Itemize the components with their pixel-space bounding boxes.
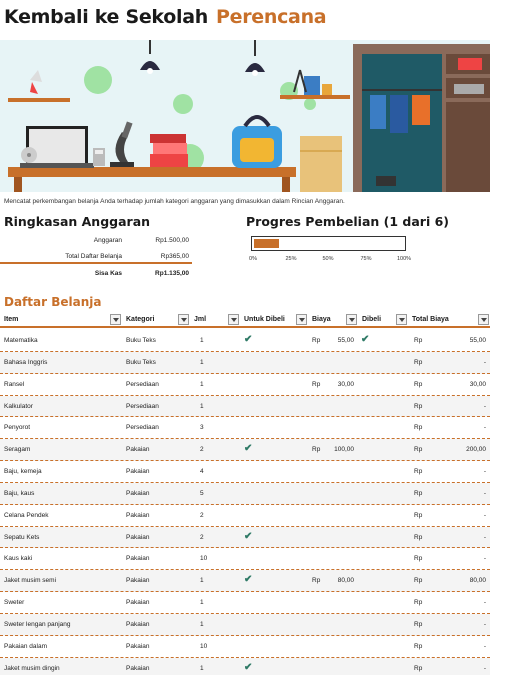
cell-item: Jaket musim dingin: [4, 664, 60, 672]
cell-kategori: Pakaian: [126, 599, 150, 607]
col-kategori: Kategori: [126, 316, 155, 323]
col-jml: Jml: [194, 316, 207, 323]
col-item: Item: [4, 316, 19, 323]
cell-total: -: [483, 555, 486, 563]
cell-kategori: Pakaian: [126, 555, 150, 563]
cell-biaya: 100,00: [334, 446, 354, 454]
cell-biaya: 55,00: [337, 337, 354, 344]
progress-tick-0: 0%: [249, 256, 257, 262]
total-list-value: Rp365,00: [160, 253, 189, 260]
shopping-list-table: [0, 330, 490, 675]
cell-total: 55,00: [469, 337, 486, 344]
col-total-biaya: Total Biaya: [412, 316, 449, 323]
budget-value: Rp1.500,00: [155, 237, 189, 244]
progress-tick-50: 50%: [322, 256, 334, 262]
cell-total: -: [483, 358, 486, 366]
table-row[interactable]: [0, 527, 490, 549]
filter-dropdown-icon[interactable]: [110, 314, 121, 325]
cell-total-currency: Rp: [414, 555, 423, 563]
cell-kategori: Buku Teks: [126, 337, 156, 344]
purchased-check-icon[interactable]: ✔: [361, 334, 370, 345]
cell-kategori: Pakaian: [126, 468, 150, 476]
table-row[interactable]: [0, 614, 490, 636]
cell-total-currency: Rp: [414, 446, 423, 454]
table-row[interactable]: [0, 658, 490, 675]
cell-item: Ransel: [4, 380, 25, 388]
table-row[interactable]: [0, 483, 490, 505]
page-title: [4, 6, 326, 34]
cell-total: -: [483, 402, 486, 410]
budget-label: Anggaran: [93, 237, 122, 244]
cell-total-currency: Rp: [414, 664, 423, 672]
remaining-value: Rp1.135,00: [155, 270, 189, 277]
cell-biaya-currency: Rp: [312, 446, 321, 454]
table-row[interactable]: [0, 548, 490, 570]
cell-total: -: [483, 620, 486, 628]
cell-jml: 2: [200, 511, 204, 519]
cell-item: Seragam: [4, 446, 31, 454]
cell-jml: 1: [200, 358, 204, 366]
to-buy-check-icon[interactable]: ✔: [244, 530, 253, 542]
cell-kategori: Pakaian: [126, 446, 150, 454]
table-row[interactable]: [0, 461, 490, 483]
cell-kategori: Persediaan: [126, 424, 159, 432]
remaining-label: Sisa Kas: [94, 270, 122, 277]
cell-total: 80,00: [469, 577, 486, 585]
cell-kategori: Pakaian: [126, 577, 150, 585]
cell-kategori: Pakaian: [126, 642, 150, 650]
cell-total-currency: Rp: [414, 642, 423, 650]
to-buy-check-icon[interactable]: ✔: [244, 661, 253, 673]
cell-jml: 1: [200, 337, 204, 344]
cell-total: 200,00: [466, 446, 486, 454]
cell-item: Kalkulator: [4, 402, 33, 410]
table-row[interactable]: [0, 396, 490, 418]
cell-total-currency: Rp: [414, 533, 423, 541]
cell-total: -: [483, 599, 486, 607]
shopping-list-heading: Daftar Belanja: [4, 295, 102, 309]
cell-item: Kaus kaki: [4, 555, 33, 563]
cell-item: Pakaian dalam: [4, 642, 47, 650]
cell-item: Bahasa Inggris: [4, 358, 48, 366]
cell-total-currency: Rp: [414, 402, 423, 410]
cell-jml: 5: [200, 489, 204, 497]
table-row[interactable]: [0, 636, 490, 658]
cell-jml: 1: [200, 664, 204, 672]
cell-kategori: Persediaan: [126, 380, 159, 388]
cell-item: Sweter lengan panjang: [4, 620, 71, 628]
table-row[interactable]: [0, 505, 490, 527]
cell-biaya: 80,00: [337, 577, 354, 585]
cell-item: Jaket musim semi: [4, 577, 57, 585]
to-buy-check-icon[interactable]: ✔: [244, 334, 253, 345]
cell-item: Celana Pendek: [4, 511, 49, 519]
cell-biaya-currency: Rp: [312, 337, 321, 344]
purchase-progress-heading: Progres Pembelian (1 dari 6): [246, 214, 449, 229]
filter-dropdown-icon[interactable]: [346, 314, 357, 325]
col-dibeli: Dibeli: [362, 316, 382, 323]
cell-total-currency: Rp: [414, 620, 423, 628]
cell-kategori: Pakaian: [126, 664, 150, 672]
cell-total: -: [483, 642, 486, 650]
cell-jml: 2: [200, 533, 204, 541]
to-buy-check-icon[interactable]: ✔: [244, 443, 253, 455]
filter-dropdown-icon[interactable]: [396, 314, 407, 325]
header-illustration: [0, 40, 490, 192]
col-biaya: Biaya: [312, 316, 331, 323]
filter-dropdown-icon[interactable]: [296, 314, 307, 325]
table-row[interactable]: [0, 439, 490, 461]
filter-dropdown-icon[interactable]: [228, 314, 239, 325]
col-untuk-dibeli: Untuk Dibeli: [244, 316, 285, 323]
intro-text: Mencatat perkembangan belanja Anda terhadap jumlah kategori anggaran yang dimasukkan dalam Rincian Anggaran.: [4, 198, 345, 205]
cell-total: -: [483, 468, 486, 476]
table-row[interactable]: [0, 592, 490, 614]
title-part-2: Perencana: [215, 6, 327, 28]
progress-tick-100: 100%: [396, 256, 412, 262]
to-buy-check-icon[interactable]: ✔: [244, 574, 253, 586]
cell-total-currency: Rp: [414, 599, 423, 607]
table-header: [0, 313, 490, 328]
purchase-progress-bar: [251, 236, 406, 251]
cell-item: Penyorot: [4, 424, 31, 432]
cell-total-currency: Rp: [414, 511, 423, 519]
cell-kategori: Pakaian: [126, 489, 150, 497]
cell-kategori: Pakaian: [126, 620, 150, 628]
cell-total: -: [483, 664, 486, 672]
budget-summary-heading: Ringkasan Anggaran: [4, 214, 151, 229]
cell-biaya: 30,00: [337, 380, 354, 388]
cell-jml: 1: [200, 402, 204, 410]
cell-kategori: Pakaian: [126, 533, 150, 541]
cell-total-currency: Rp: [414, 468, 423, 476]
cell-biaya-currency: Rp: [312, 577, 321, 585]
cell-jml: 1: [200, 599, 204, 607]
cell-total-currency: Rp: [414, 577, 423, 585]
progress-tick-75: 75%: [360, 256, 372, 262]
cell-total: -: [483, 424, 486, 432]
cell-kategori: Pakaian: [126, 511, 150, 519]
table-row[interactable]: [0, 352, 490, 374]
cell-kategori: Persediaan: [126, 402, 159, 410]
cell-total: -: [483, 511, 486, 519]
cell-kategori: Buku Teks: [126, 358, 156, 366]
cell-jml: 10: [200, 555, 208, 563]
title-part-1: Kembali ke Sekolah: [4, 6, 208, 28]
cell-jml: 1: [200, 380, 204, 388]
total-list-label: Total Daftar Belanja: [65, 253, 122, 260]
cell-total-currency: Rp: [414, 424, 423, 432]
cell-jml: 2: [200, 446, 204, 454]
school-room-illustration: [0, 40, 490, 192]
summary-divider: [0, 262, 192, 264]
filter-dropdown-icon[interactable]: [478, 314, 489, 325]
cell-total: 30,00: [469, 380, 486, 388]
cell-total-currency: Rp: [414, 380, 423, 388]
cell-total: -: [483, 533, 486, 541]
cell-jml: 3: [200, 424, 204, 432]
progress-fill: [254, 239, 279, 248]
progress-tick-25: 25%: [285, 256, 297, 262]
cell-item: Matematika: [4, 337, 38, 344]
cell-jml: 1: [200, 577, 204, 585]
cell-biaya-currency: Rp: [312, 380, 321, 388]
table-row[interactable]: [0, 417, 490, 439]
cell-item: Baju, kemeja: [4, 468, 42, 476]
cell-item: Baju, kaus: [4, 489, 35, 497]
cell-item: Sweter: [4, 599, 25, 607]
table-row[interactable]: [0, 570, 490, 592]
cell-jml: 1: [200, 620, 204, 628]
cell-total-currency: Rp: [414, 489, 423, 497]
filter-dropdown-icon[interactable]: [178, 314, 189, 325]
cell-item: Sepatu Kets: [4, 533, 40, 541]
cell-total-currency: Rp: [414, 358, 423, 366]
table-row[interactable]: [0, 330, 490, 352]
table-row[interactable]: [0, 374, 490, 396]
cell-total-currency: Rp: [414, 337, 423, 344]
cell-jml: 10: [200, 642, 208, 650]
cell-jml: 4: [200, 468, 204, 476]
cell-total: -: [483, 489, 486, 497]
